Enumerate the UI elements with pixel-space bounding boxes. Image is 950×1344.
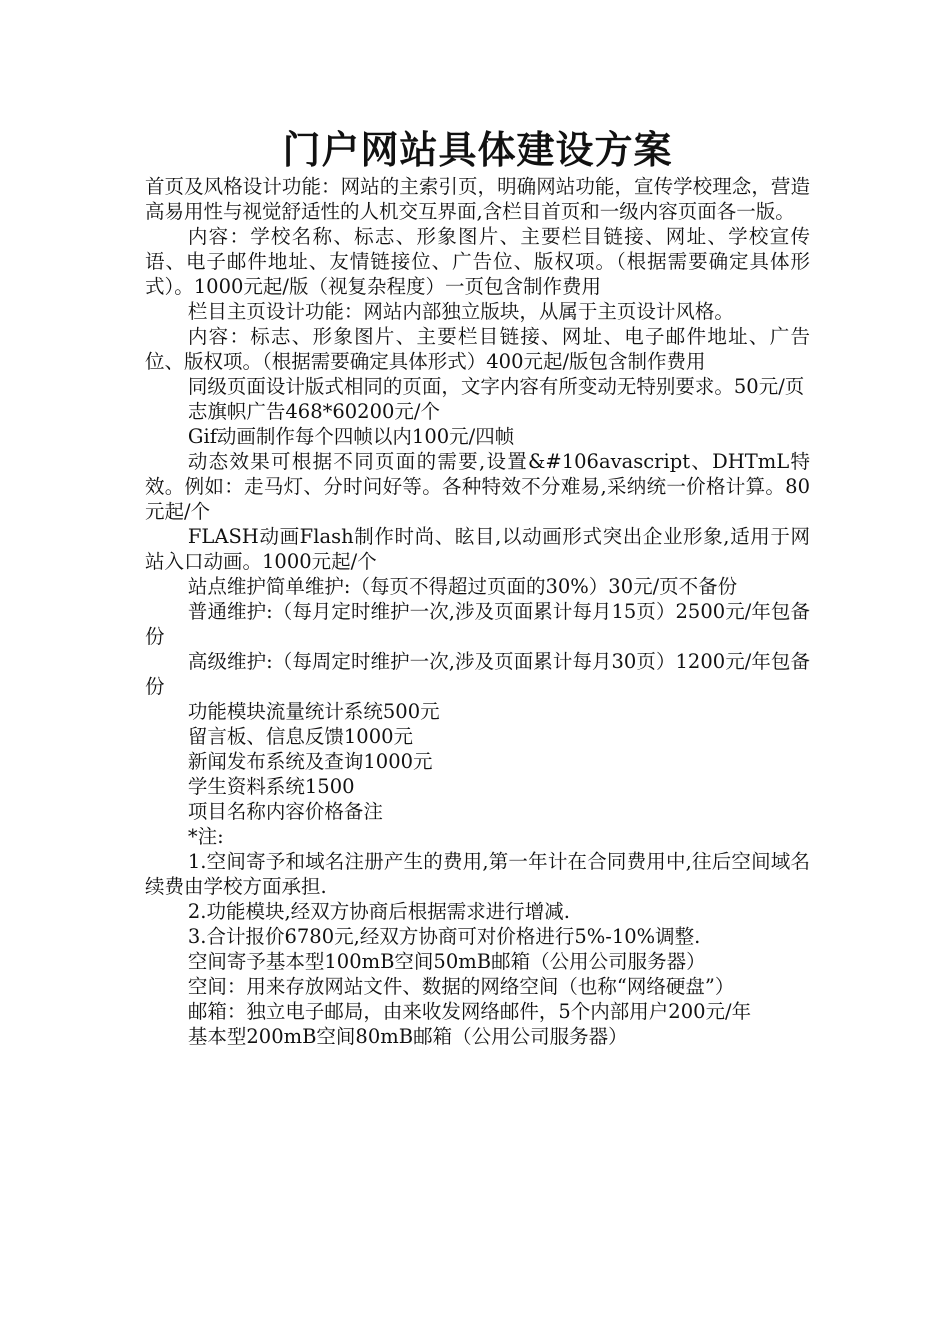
document-paragraph: 内容：学校名称、标志、形象图片、主要栏目链接、网址、学校宣传语、电子邮件地址、友情链接位、广告位、版权项。（根据需要确定具体形式）。1000元起/版（视复杂程度）一页包含制作费用 (145, 225, 810, 298)
document-paragraph: 项目名称内容价格备注 (187, 800, 383, 823)
document-paragraph: 高级维护:（每周定时维护一次,涉及页面累计每月30页）1200元/年包备份 (145, 650, 810, 698)
document-paragraph: Gif动画制作每个四帧以内100元/四帧 (187, 425, 515, 448)
document-paragraph: 同级页面设计版式相同的页面，文字内容有所变动无特别要求。50元/页 (187, 375, 805, 398)
document-title: 门户网站具体建设方案 (282, 127, 673, 172)
document-paragraph: 空间寄予基本型100mB空间50mB邮箱（公用公司服务器） (187, 950, 706, 973)
document-paragraph: FLASH动画Flash制作时尚、眩目,以动画形式突出企业形象,适用于网站入口动画。1000元起/个 (145, 525, 810, 573)
document-paragraph: 邮箱：独立电子邮局，由来收发网络邮件，5个内部用户200元/年 (187, 1000, 752, 1023)
document-paragraph: 2.功能模块,经双方协商后根据需求进行增减. (187, 900, 570, 923)
document-paragraph: 站点维护简单维护:（每页不得超过页面的30%）30元/页不备份 (187, 575, 738, 598)
document-paragraph: 栏目主页设计功能：网站内部独立版块，从属于主页设计风格。 (187, 300, 734, 323)
document-paragraph: 3.合计报价6780元,经双方协商可对价格进行5%-10%调整. (187, 925, 701, 948)
document-paragraph: 空间：用来存放网站文件、数据的网络空间（也称“网络硬盘”） (187, 975, 735, 998)
document-body (145, 174, 810, 1049)
document-paragraph: 志旗帜广告468*60200元/个 (187, 400, 440, 423)
document-paragraph: 新闻发布系统及查询1000元 (187, 750, 433, 773)
document-paragraph: 内容：标志、形象图片、主要栏目链接、网址、电子邮件地址、广告位、版权项。（根据需要确定具体形式）400元起/版包含制作费用 (145, 325, 810, 373)
document-paragraph: 普通维护:（每月定时维护一次,涉及页面累计每月15页）2500元/年包备份 (145, 600, 810, 648)
document-paragraph: 1.空间寄予和域名注册产生的费用,第一年计在合同费用中,往后空间域名续费由学校方面承担. (145, 850, 810, 898)
document-page (145, 122, 810, 1049)
document-paragraph: 功能模块流量统计系统500元 (187, 700, 440, 723)
document-paragraph: 留言板、信息反馈1000元 (187, 725, 414, 748)
document-paragraph: 学生资料系统1500 (187, 775, 355, 798)
document-paragraph: 动态效果可根据不同页面的需要,设置&#106avascript、DHTmL特效。例如：走马灯、分时问好等。各种特效不分难易,采纳统一价格计算。80元起/个 (145, 450, 810, 523)
document-paragraph: *注: (187, 825, 224, 848)
document-paragraph: 基本型200mB空间80mB邮箱（公用公司服务器） (187, 1025, 628, 1048)
document-paragraph: 首页及风格设计功能：网站的主索引页，明确网站功能，宣传学校理念，营造高易用性与视觉舒适性的人机交互界面,含栏目首页和一级内容页面各一版。 (145, 175, 810, 223)
